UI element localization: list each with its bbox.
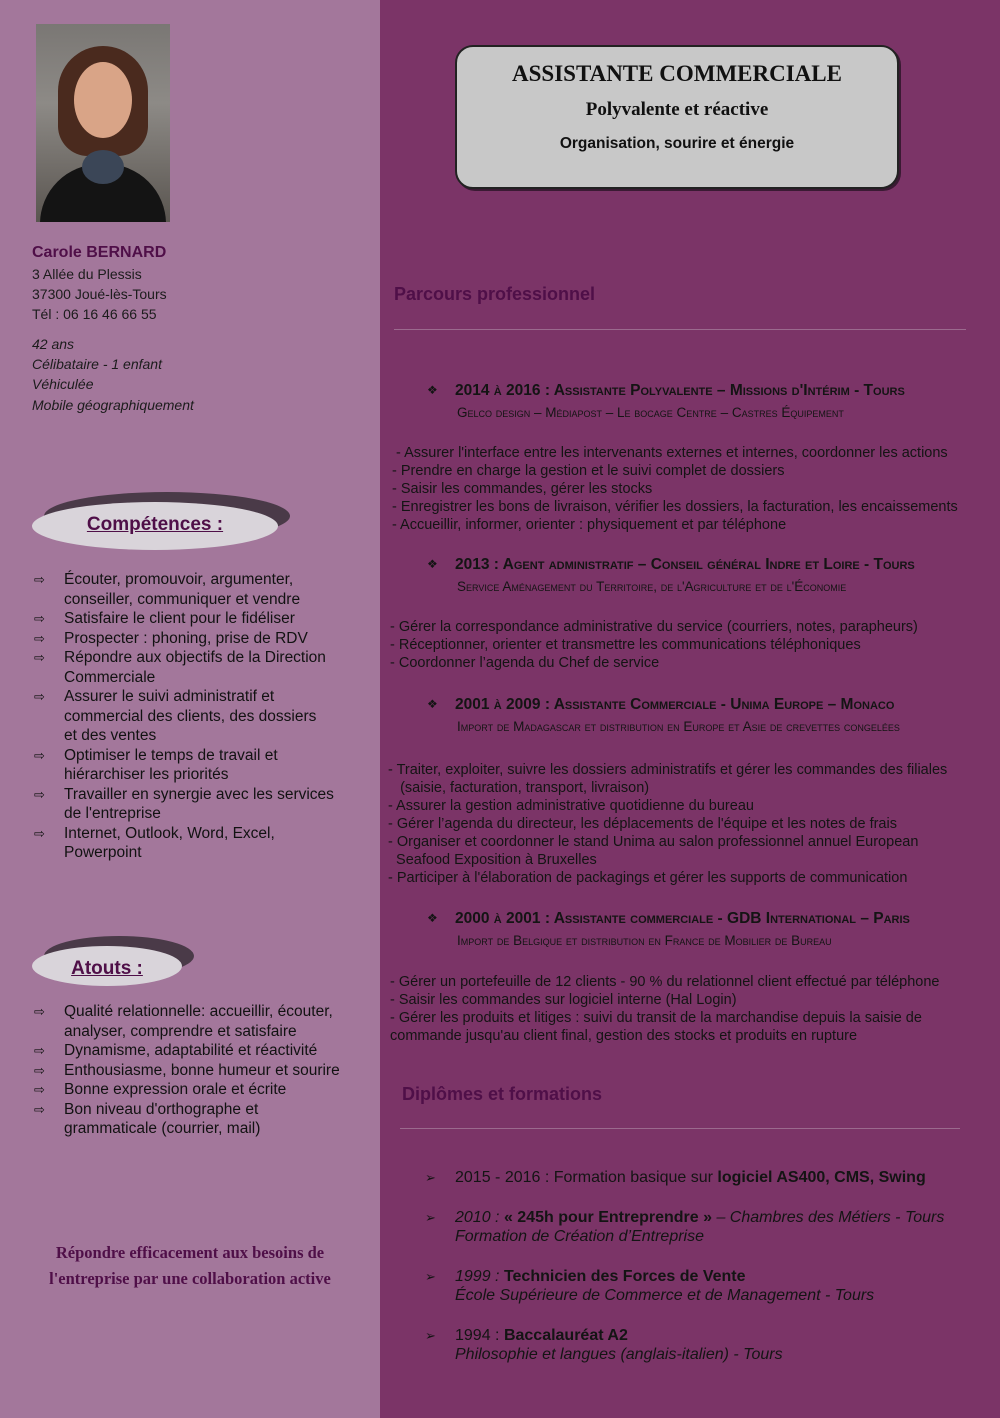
atout-item-text: analyser, comprendre et satisfaire xyxy=(64,1022,297,1040)
atout-item-text: Bon niveau d'orthographe et xyxy=(64,1100,259,1118)
arrow-bullet-icon: ⇨ xyxy=(34,1043,45,1058)
atout-item xyxy=(34,1100,340,1139)
arrow-bullet-icon: ⇨ xyxy=(34,630,45,646)
job-task: - Assurer l'interface entre les intervenants externes et internes, coordonner les actions xyxy=(392,445,948,461)
job-task: - Prendre en charge la gestion et le suivi complet de dossiers xyxy=(392,463,785,479)
job-task: - Gérer la correspondance administrative du service (courriers, notes, parapheurs) xyxy=(390,619,918,635)
competence-item xyxy=(34,648,334,687)
job-tasks-2014 xyxy=(392,444,958,534)
slogan-line-2: l'entreprise par une collaboration active xyxy=(49,1269,331,1288)
arrow-bullet-icon: ⇨ xyxy=(34,747,45,763)
job-title: 2001 à 2009 : Assistante Commerciale - Unima Europe – Monaco xyxy=(455,696,895,713)
job-task: - Participer à l'élaboration de packagings et gérer les supports de communication xyxy=(388,870,908,886)
competence-item-text: et des ventes xyxy=(64,727,157,744)
job-2014 xyxy=(427,382,905,420)
diamond-bullet-icon: ❖ xyxy=(427,383,438,397)
atout-item-text: Dynamisme, adaptabilité et réactivité xyxy=(64,1042,318,1059)
job-task: - Enregistrer les bons de livraison, vérifier les dossiers, la facturation, les encaissements xyxy=(392,499,958,515)
education-item xyxy=(425,1326,783,1364)
competence-item-text: conseiller, communiquer et vendre xyxy=(64,590,301,608)
job-title: ASSISTANTE COMMERCIALE xyxy=(512,61,842,86)
arrow-bullet-icon: ⇨ xyxy=(34,1101,45,1117)
age: 42 ans xyxy=(32,336,75,352)
arrow-bullet-icon: ⇨ xyxy=(34,786,45,802)
education-line-2: Formation de Création d’Entreprise xyxy=(455,1228,705,1245)
job-title: 2013 : Agent administratif – Conseil général Indre et Loire - Tours xyxy=(455,556,915,573)
diamond-bullet-icon: ❖ xyxy=(427,911,438,925)
job-task: - Saisir les commandes, gérer les stocks xyxy=(392,481,653,497)
job-2013 xyxy=(427,556,915,594)
arrow-bullet-icon: ⇨ xyxy=(34,1004,45,1019)
job-subtitle: Polyvalente et réactive xyxy=(585,99,769,120)
job-task: - Gérer les produits et litiges : suivi du transit de la marchandise depuis la saisie de xyxy=(390,1010,922,1026)
atout-item xyxy=(34,1002,340,1041)
job-tasks-2013 xyxy=(390,618,918,672)
competence-item-text: Répondre aux objectifs de la Direction xyxy=(64,649,326,666)
competence-item-text: Optimiser le temps de travail et xyxy=(64,746,278,764)
arrow-bullet-icon: ⇨ xyxy=(34,611,45,626)
job-task: commande jusqu'au client final, gestion des stocks et produits en rupture xyxy=(390,1028,858,1044)
atouts-heading: Atouts : xyxy=(71,958,143,979)
competence-item xyxy=(34,570,334,609)
phone-number: Tél : 06 16 46 66 55 xyxy=(32,306,157,322)
job-task: - Saisir les commandes sur logiciel interne (Hal Login) xyxy=(390,992,737,1008)
education-item xyxy=(425,1267,874,1305)
education-divider xyxy=(400,1128,960,1129)
address-line-1: 3 Allée du Plessis xyxy=(32,266,142,282)
competence-item-text: Commerciale xyxy=(64,668,156,686)
candidate-name: Carole BERNARD xyxy=(32,244,167,261)
education-line-1: 2015 - 2016 : Formation basique sur logiciel AS400, CMS, Swing xyxy=(455,1169,926,1186)
education-line-1: 1999 : Technicien des Forces de Vente xyxy=(455,1268,746,1285)
job-2000 xyxy=(427,910,910,948)
title-box xyxy=(455,45,899,189)
job-task: - Gérer un portefeuille de 12 clients - 90 % du relationnel client effectué par téléphone xyxy=(390,974,940,990)
job-employers: Gelco design – Médiapost – Le bocage Centre – Castres Équipement xyxy=(457,405,844,420)
education-item xyxy=(425,1208,944,1246)
job-task: - Réceptionner, orienter et transmettre les communications téléphoniques xyxy=(390,637,861,653)
arrowhead-bullet-icon: ➢ xyxy=(425,1328,436,1343)
job-task: - Traiter, exploiter, suivre les dossiers administratifs et gérer les commandes des filiales xyxy=(388,762,948,778)
profile-photo xyxy=(36,24,170,222)
education-line-1: 2010 : « 245h pour Entreprendre » – Chambres des Métiers - Tours xyxy=(455,1209,945,1226)
job-title: 2000 à 2001 : Assistante commerciale - GDB International – Paris xyxy=(455,910,910,927)
job-tasks-2001 xyxy=(388,761,947,887)
experience-divider xyxy=(394,329,966,330)
competence-item-text: Travailler en synergie avec les services xyxy=(64,785,334,803)
atout-item-text: Qualité relationnelle: accueillir, écouter, xyxy=(64,1003,333,1020)
job-task: - Organiser et coordonner le stand Unima au salon professionnel annuel European xyxy=(388,834,919,850)
competence-item xyxy=(34,687,334,746)
arrow-bullet-icon: ⇨ xyxy=(34,1082,45,1097)
competence-item-text: Satisfaire le client pour le fidéliser xyxy=(64,610,295,627)
address-line-2: 37300 Joué-lès-Tours xyxy=(32,286,167,302)
competence-item xyxy=(34,629,334,649)
atout-item xyxy=(34,1041,340,1061)
atouts-list xyxy=(34,1002,340,1139)
arrowhead-bullet-icon: ➢ xyxy=(425,1269,436,1284)
job-employers: Service Aménagement du Territoire, de l'Agriculture et de l'Économie xyxy=(457,579,847,594)
competence-item xyxy=(34,746,334,785)
diamond-bullet-icon: ❖ xyxy=(427,557,438,571)
competence-item xyxy=(34,785,334,824)
job-employers: Import de Madagascar et distribution en Europe et Asie de crevettes congelées xyxy=(457,719,900,734)
experience-heading: Parcours professionnel xyxy=(394,284,596,304)
education-line-1: 1994 : Baccalauréat A2 xyxy=(455,1327,628,1344)
job-task: - Accueillir, informer, orienter : physiquement et par téléphone xyxy=(392,517,787,533)
competence-item-text: commercial des clients, des dossiers xyxy=(64,707,317,725)
job-task: - Gérer l’agenda du directeur, les déplacements de l'équipe et les notes de frais xyxy=(388,816,897,832)
arrow-bullet-icon: ⇨ xyxy=(34,572,45,587)
arrowhead-bullet-icon: ➢ xyxy=(425,1210,436,1225)
atout-item-text: Bonne expression orale et écrite xyxy=(64,1081,287,1098)
atout-item xyxy=(34,1080,340,1100)
competences-list xyxy=(34,570,334,863)
competence-item-text: Internet, Outlook, Word, Excel, xyxy=(64,824,275,842)
job-task: (saisie, facturation, transport, livraison) xyxy=(388,780,650,796)
job-task: - Coordonner l’agenda du Chef de service xyxy=(390,655,660,671)
mobility: Mobile géographiquement xyxy=(32,397,194,413)
competence-item-text: hiérarchiser les priorités xyxy=(64,766,229,783)
education-heading: Diplômes et formations xyxy=(402,1084,603,1104)
competence-item-text: Powerpoint xyxy=(64,844,142,861)
education-line-2: Philosophie et langues (anglais-italien) - Tours xyxy=(455,1346,783,1363)
arrow-bullet-icon: ⇨ xyxy=(34,1062,45,1078)
arrow-bullet-icon: ⇨ xyxy=(34,825,45,841)
education-line-2: École Supérieure de Commerce et de Management - Tours xyxy=(455,1287,875,1304)
job-tasks-2000 xyxy=(390,973,939,1045)
competence-item-text: de l'entreprise xyxy=(64,805,161,822)
job-tagline: Organisation, sourire et énergie xyxy=(559,135,795,152)
family-status: Célibataire - 1 enfant xyxy=(32,356,162,372)
competence-item-text: Assurer le suivi administratif et xyxy=(64,688,275,705)
competence-item-text: Prospecter : phoning, prise de RDV xyxy=(64,629,308,647)
competence-item-text: Écouter, promouvoir, argumenter, xyxy=(64,571,294,588)
slogan xyxy=(30,1240,350,1292)
competence-item xyxy=(34,609,334,629)
job-task: Seafood Exposition à Bruxelles xyxy=(388,852,597,868)
job-employers: Import de Belgique et distribution en France de Mobilier de Bureau xyxy=(457,933,832,948)
education-item xyxy=(425,1168,926,1187)
slogan-line-1: Répondre efficacement aux besoins de xyxy=(55,1243,325,1262)
diamond-bullet-icon: ❖ xyxy=(427,697,438,711)
arrow-bullet-icon: ⇨ xyxy=(34,689,45,704)
vehicle: Véhiculée xyxy=(32,376,94,392)
competences-heading: Compétences : xyxy=(86,514,224,535)
job-task: - Assurer la gestion administrative quotidienne du bureau xyxy=(388,798,754,814)
job-2001 xyxy=(427,696,900,734)
job-title: 2014 à 2016 : Assistante Polyvalente – Missions d'Intérim - Tours xyxy=(455,382,905,399)
atout-item-text: grammaticale (courrier, mail) xyxy=(64,1120,261,1137)
atout-item-text: Enthousiasme, bonne humeur et sourire xyxy=(64,1061,340,1079)
arrow-bullet-icon: ⇨ xyxy=(34,650,45,665)
atout-item xyxy=(34,1061,340,1081)
competence-item xyxy=(34,824,334,863)
arrowhead-bullet-icon: ➢ xyxy=(425,1170,436,1185)
